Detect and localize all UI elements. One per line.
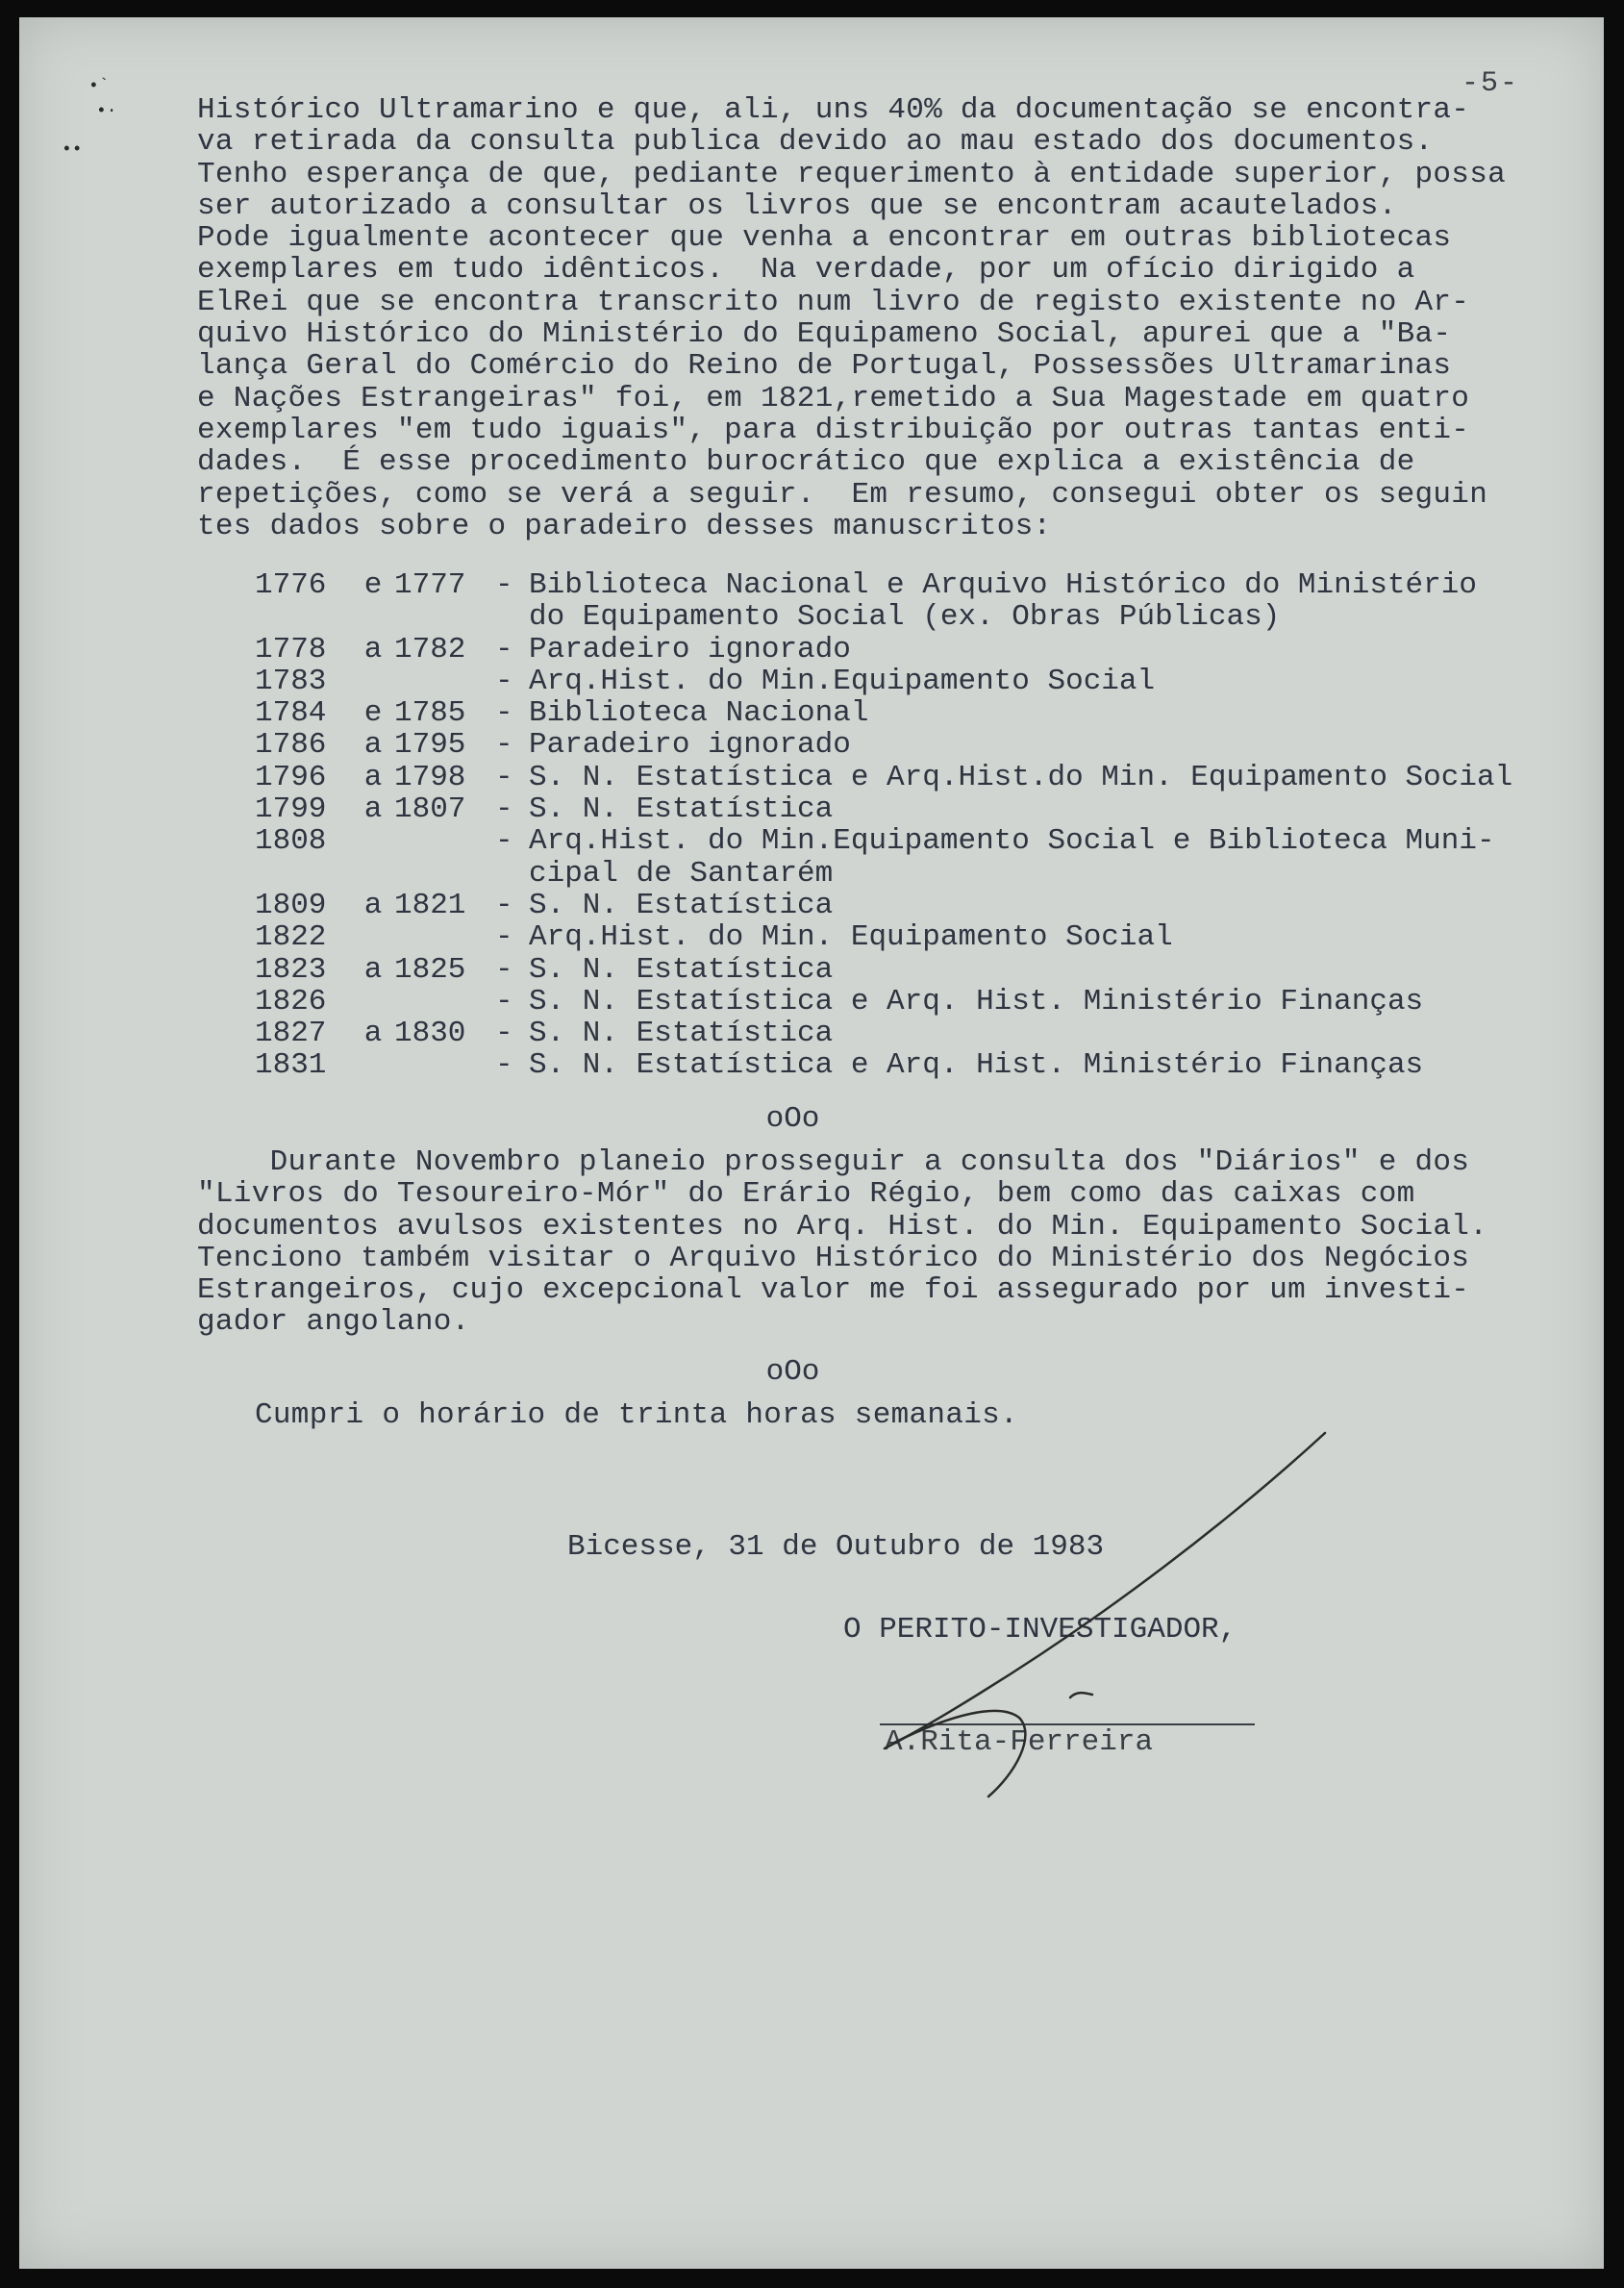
- dash: -: [495, 664, 513, 698]
- text-line: Estrangeiros, cujo excepcional valor me foi assegurado por um investi-: [197, 1273, 1470, 1308]
- year-conjunction: e: [363, 696, 383, 731]
- location-description: S. N. Estatística e Arq.Hist.do Min. Equipamento Social: [529, 760, 1513, 794]
- text-line: ser autorizado a consultar os livros que se encontram acautelados.: [197, 189, 1397, 223]
- text-line: tes dados sobre o paradeiro desses manuscritos:: [197, 509, 1052, 543]
- year-start: 1831: [255, 1048, 327, 1083]
- text-line: gador angolano.: [197, 1305, 470, 1340]
- text-line: documentos avulsos existentes no Arq. Hist. do Min. Equipamento Social.: [197, 1209, 1488, 1244]
- year-conjunction: a: [363, 952, 383, 987]
- dash: -: [495, 984, 513, 1018]
- section-separator: oOo: [765, 1102, 820, 1136]
- text-line: Tenho esperança de que, pediante requerimento à entidade superior, possa: [197, 157, 1507, 191]
- location-description: cipal de Santarém: [529, 856, 834, 891]
- year-start: 1783: [255, 664, 327, 698]
- dash: -: [495, 728, 513, 763]
- list-item: [255, 569, 1601, 601]
- section-separator: oOo: [765, 1355, 820, 1389]
- year-conjunction: a: [363, 632, 383, 666]
- year-conjunction: a: [363, 888, 383, 922]
- year-conjunction: a: [363, 792, 383, 827]
- list-item: [255, 921, 1601, 953]
- list-item: [255, 601, 1601, 633]
- page-number: -5-: [1462, 67, 1520, 100]
- year-start: 1776: [255, 568, 327, 602]
- location-description: do Equipamento Social (ex. Obras Públicas): [529, 600, 1281, 635]
- year-start: 1796: [255, 760, 327, 794]
- list-item: [255, 858, 1601, 890]
- list-item: [255, 825, 1601, 857]
- margin-mark: •·: [96, 102, 117, 121]
- location-description: S. N. Estatística: [529, 1017, 834, 1051]
- list-item: [255, 1018, 1601, 1049]
- dash: -: [495, 760, 513, 794]
- dash: -: [495, 952, 513, 987]
- location-description: Arq.Hist. do Min.Equipamento Social: [529, 664, 1156, 698]
- year-start: 1778: [255, 632, 327, 666]
- manuscript-location-list: [255, 569, 1601, 1082]
- list-item: [255, 666, 1601, 697]
- signature-title: O PERITO-INVESTIGADOR,: [843, 1613, 1237, 1647]
- list-item: [255, 986, 1601, 1018]
- year-end: 1807: [394, 792, 466, 827]
- year-end: 1821: [394, 888, 466, 922]
- text-line: "Livros do Tesoureiro-Mór" do Erário Régio, bem como das caixas com: [197, 1177, 1415, 1212]
- location-description: S. N. Estatística e Arq. Hist. Ministério Finanças: [529, 984, 1424, 1018]
- year-end: 1830: [394, 1017, 466, 1051]
- year-end: 1825: [394, 952, 466, 987]
- year-start: 1786: [255, 728, 327, 763]
- text-line: Histórico Ultramarino e que, ali, uns 40% da documentação se encontra-: [197, 93, 1470, 127]
- text-line: exemplares "em tudo iguais", para distribuição por outras tantas enti-: [197, 413, 1470, 447]
- list-item: [255, 762, 1601, 793]
- year-start: 1826: [255, 984, 327, 1018]
- location-description: Biblioteca Nacional e Arquivo Histórico do Ministério: [529, 568, 1477, 602]
- list-item: [255, 793, 1601, 825]
- text-line: ElRei que se encontra transcrito num livro de registo existente no Ar-: [197, 285, 1470, 319]
- text-line: Tenciono também visitar o Arquivo Histórico do Ministério dos Negócios: [197, 1241, 1470, 1275]
- list-item: [255, 1049, 1601, 1081]
- year-start: 1799: [255, 792, 327, 827]
- year-end: 1795: [394, 728, 466, 763]
- year-start: 1784: [255, 696, 327, 731]
- plans-paragraph: [197, 1146, 1601, 1339]
- signature-name: A.Rita-Ferreira: [885, 1725, 1154, 1759]
- year-conjunction: a: [363, 1017, 383, 1051]
- year-conjunction: e: [363, 568, 383, 602]
- year-conjunction: a: [363, 728, 383, 763]
- text-line: exemplares em tudo idênticos. Na verdade, por um ofício dirigido a: [197, 253, 1415, 288]
- location-description: S. N. Estatística: [529, 888, 834, 922]
- year-start: 1809: [255, 888, 327, 922]
- year-end: 1782: [394, 632, 466, 666]
- year-end: 1777: [394, 568, 466, 602]
- year-start: 1822: [255, 920, 327, 955]
- location-description: Biblioteca Nacional: [529, 696, 869, 731]
- location-description: Paradeiro ignorado: [529, 728, 851, 763]
- dash: -: [495, 568, 513, 602]
- location-description: Paradeiro ignorado: [529, 632, 851, 666]
- year-start: 1823: [255, 952, 327, 987]
- location-description: Arq.Hist. do Min.Equipamento Social e Biblioteca Muni-: [529, 824, 1495, 859]
- margin-mark: ••: [62, 140, 83, 160]
- year-conjunction: a: [363, 760, 383, 794]
- list-item: [255, 634, 1601, 666]
- year-end: 1798: [394, 760, 466, 794]
- location-description: S. N. Estatística e Arq. Hist. Ministério Finanças: [529, 1048, 1424, 1083]
- year-end: 1785: [394, 696, 466, 731]
- list-item: [255, 697, 1601, 729]
- dash: -: [495, 1048, 513, 1083]
- year-start: 1808: [255, 824, 327, 859]
- text-line: dades. É esse procedimento burocrático que explica a existência de: [197, 445, 1415, 480]
- text-line: lança Geral do Comércio do Reino de Portugal, Possessões Ultramarinas: [197, 349, 1452, 384]
- location-description: Arq.Hist. do Min. Equipamento Social: [529, 920, 1173, 955]
- dash: -: [495, 888, 513, 922]
- dash: -: [495, 1017, 513, 1051]
- dash: -: [495, 824, 513, 859]
- intro-paragraph: [197, 94, 1601, 542]
- dash: -: [495, 920, 513, 955]
- place-and-date: Bicesse, 31 de Outubro de 1983: [567, 1530, 1105, 1564]
- text-line: va retirada da consulta publica devido ao mau estado dos documentos.: [197, 125, 1434, 160]
- margin-mark: •`: [88, 77, 110, 96]
- location-description: S. N. Estatística: [529, 952, 834, 987]
- list-item: [255, 890, 1601, 921]
- dash: -: [495, 792, 513, 827]
- list-item: [255, 954, 1601, 986]
- location-description: S. N. Estatística: [529, 792, 834, 827]
- closing-statement: Cumpri o horário de trinta horas semanais.: [255, 1398, 1018, 1432]
- year-start: 1827: [255, 1017, 327, 1051]
- text-line: e Nações Estrangeiras" foi, em 1821,remetido a Sua Magestade em quatro: [197, 381, 1470, 415]
- text-line: repetições, como se verá a seguir. Em resumo, consegui obter os seguin: [197, 477, 1488, 512]
- text-line: Pode igualmente acontecer que venha a encontrar em outras bibliotecas: [197, 221, 1452, 256]
- dash: -: [495, 632, 513, 666]
- text-line: quivo Histórico do Ministério do Equipameno Social, apurei que a "Ba-: [197, 317, 1452, 352]
- list-item: [255, 729, 1601, 761]
- text-line: Durante Novembro planeio prosseguir a consulta dos "Diários" e dos: [197, 1145, 1470, 1179]
- dash: -: [495, 696, 513, 731]
